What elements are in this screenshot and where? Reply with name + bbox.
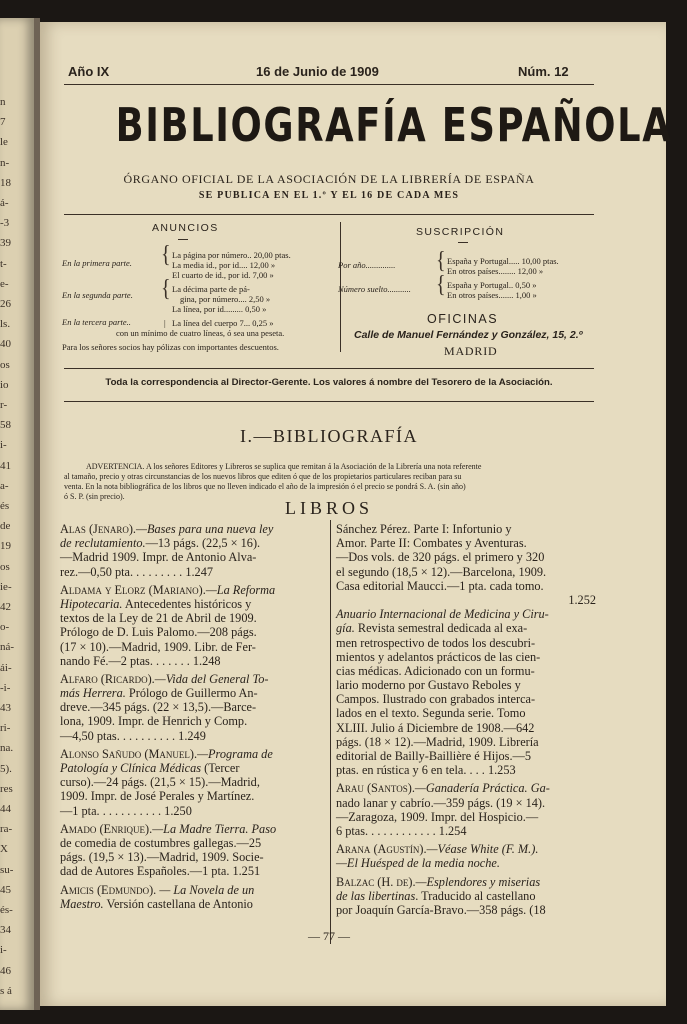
prev-page-fragment: 45 <box>0 883 11 896</box>
entry-author: Amado (Enrique). <box>60 821 153 836</box>
prev-page-fragment: res <box>0 782 13 795</box>
tercera-bar: | <box>164 318 166 328</box>
entry-first-line <box>336 875 598 889</box>
segunda-line-3: La línea, por id......... 0,50 » <box>172 304 267 314</box>
anuncios-heading: ANUNCIOS <box>152 222 219 234</box>
office-address: Calle de Manuel Fernández y González, 15, 2.º <box>354 329 583 341</box>
entry-line: lario moderno por Gustavo Reboles y <box>336 678 521 693</box>
entry-line: Sánchez Pérez. Parte I: Infortunio y <box>336 522 512 536</box>
brace-segunda: { <box>161 275 171 303</box>
entry-line: el segundo (18,5 × 12).—Barcelona, 1909. <box>336 564 547 579</box>
rule-4 <box>64 401 594 402</box>
entry-author: Alfaro (Ricardo). <box>60 671 155 686</box>
entry-line: Patología y Clínica Médicas (Tercer <box>60 761 240 775</box>
brace-ano: { <box>436 247 446 275</box>
prev-page-fragment: su- <box>0 863 14 876</box>
rule-3 <box>64 368 594 369</box>
primera-line-3: El cuarto de id., por id. 7,00 » <box>172 270 274 280</box>
entry-line: de comedia de costumbres gallegas.—25 <box>60 835 262 850</box>
prev-page-fragment: o- <box>0 621 10 634</box>
entry-line: textos de la Ley de 21 de Abril de 1909. <box>60 611 257 626</box>
entry-author: Arau (Santos). <box>336 781 415 796</box>
entry-title: —Véase White (F. M.). <box>426 842 539 857</box>
entry-line-italic: Patología y Clínica Médicas <box>60 761 202 775</box>
entry-first-line <box>60 672 322 686</box>
entry-line-italic: más Herrera. <box>60 686 126 701</box>
prev-page-fragment: és <box>0 500 10 512</box>
prev-page-fragment: le <box>0 136 8 149</box>
entry-line <box>336 856 598 870</box>
prev-page-fragment: os <box>0 560 10 573</box>
issue-date: 16 de Junio de 1909 <box>256 64 379 79</box>
prev-page-fragment: -i- <box>0 681 11 694</box>
advertencia-line-3: venta. En la nota bibliográfica de los libros que no lleven indicado el año de la impresión ó el precio se pondrá S. A. (sin año) <box>64 482 466 491</box>
entry-line: —1 pta. . . . . . . . . . . 1.250 <box>60 803 192 818</box>
prev-page-fragment: ra- <box>0 823 13 836</box>
prev-page-fragment: r- <box>0 399 8 411</box>
prev-page-fragment: io <box>0 378 9 391</box>
prev-page-fragment: n- <box>0 156 10 169</box>
prev-page-fragment: 43 <box>0 702 11 714</box>
prev-page-fragment: n <box>0 96 6 108</box>
prev-page-fragment: X <box>0 843 8 856</box>
anuncios-dash <box>178 239 188 240</box>
entry-line: —Dos vols. de 320 págs. el primero y 320 <box>336 550 545 565</box>
prev-page-fragment: ná- <box>0 641 15 654</box>
right-column <box>336 522 598 917</box>
entry-line-italic: gía. <box>336 621 355 636</box>
oficinas-heading: OFICINAS <box>427 312 499 326</box>
entry-line: men retrospectivo de todos los descubri- <box>336 635 536 650</box>
brace-primera: { <box>161 241 171 269</box>
prev-page-fragment: 19 <box>0 540 11 553</box>
entry-line-italic: de las libertinas <box>336 888 416 903</box>
advertencia-line-1: ADVERTENCIA. A los señores Editores y Libreros se suplica que remitan á la Asociación de la Librería una nota referente <box>86 462 482 471</box>
prev-page-fragment: e- <box>0 277 9 290</box>
section-title: I.—BIBLIOGRAFÍA <box>240 426 418 446</box>
suscripcion-dash <box>458 242 468 243</box>
entry-title: —Vida del General To- <box>154 671 269 686</box>
entry-line: Maestro. Versión castellana de Antonio <box>60 896 253 911</box>
entry-author: Alas (Jenaro). <box>60 522 137 536</box>
prev-page-fragment: ri- <box>0 722 11 735</box>
entry-first-line <box>60 883 322 897</box>
prev-page-fragment: 44 <box>0 803 11 815</box>
entry-line: lona, 1909. Impr. de Henrich y Comp. <box>60 714 248 729</box>
entry-author: Aldama y Elorz (Mariano). <box>60 582 206 597</box>
entry-line: de las libertinas. Traducido al castellano <box>336 888 536 903</box>
entry-line-italic: Anuario Internacional de Medicina y Ciru- <box>336 607 549 622</box>
entry-title: — La Novela de un <box>156 882 255 897</box>
prev-page-fragment: 39 <box>0 237 11 250</box>
entry-line: —Madrid 1909. Impr. de Antonio Alva- <box>60 550 257 565</box>
page-number: — 77 — <box>308 929 350 943</box>
entry-line: dreve.—345 págs. (22 × 13,5).—Barce- <box>60 700 257 715</box>
tercera-line: La línea del cuerpo 7... 0,25 » <box>172 318 274 328</box>
prev-page-fragment: t- <box>0 257 7 270</box>
entry-line: por Joaquín García-Bravo.—358 págs. (18 <box>336 902 546 917</box>
entry-line: XLIII. Julio á Diciembre de 1908.—642 <box>336 720 535 735</box>
prev-page-fragment: de <box>0 520 11 533</box>
entry-line: dad de Autores Españoles.—1 pta. 1.251 <box>60 864 261 879</box>
organo-subtitle: ÓRGANO OFICIAL DE LA ASOCIACIÓN DE LA LIBRERÍA DE ESPAÑA <box>123 172 535 186</box>
prev-page-fragment: 7 <box>0 116 6 129</box>
header-rule-2 <box>64 214 594 215</box>
segunda-line-2: gina, por número.... 2,50 » <box>180 294 271 304</box>
entry-author: Arana (Agustín). <box>336 842 427 857</box>
prev-page-fragment: 18 <box>0 176 11 189</box>
entry-title: —Esplendores y miserias <box>415 874 541 889</box>
segunda-label: En la segunda parte. <box>62 290 133 300</box>
libros-heading: LIBROS <box>284 498 373 518</box>
entry-line: gía. Revista semestral dedicada al exa- <box>336 621 528 636</box>
prev-page-fragment: 58 <box>0 419 11 432</box>
entry-title: —Bases para una nueva ley <box>136 522 274 536</box>
entry-title: —La Madre Tierra. Paso <box>152 821 277 836</box>
entry-title: —Ganadería Práctica. Ga- <box>414 781 550 796</box>
prev-page-fragment: ls. <box>0 318 11 331</box>
publication-frequency: SE PUBLICA EN EL 1.º Y EL 16 DE CADA MES <box>198 190 460 201</box>
entry-line: págs. (19,5 × 13).—Madrid, 1909. Socie- <box>60 850 264 865</box>
numero-suelto-label: Número suelto........... <box>338 284 411 294</box>
prev-page-fragment: 26 <box>0 298 11 310</box>
prev-page-fragment: ái- <box>0 661 12 674</box>
prev-page-fragment: 41 <box>0 459 11 472</box>
entry-line: mientos y adelantos prácticos de las cien- <box>336 649 541 664</box>
entry-line-italic: Maestro. <box>60 896 104 911</box>
entry-line: más Herrera. Prólogo de Guillermo An- <box>60 686 258 701</box>
prev-page-fragment: 34 <box>0 924 11 937</box>
entry-line: curso).—24 págs. (21,5 × 15).—Madrid, <box>60 775 260 790</box>
entry-first-line <box>60 747 322 761</box>
socios-note: Para los señores socios hay pólizas con importantes descuentos. <box>62 342 279 352</box>
issue-number: Núm. 12 <box>518 64 569 79</box>
entry-line: —Zaragoza, 1909. Impr. del Hospicio.— <box>336 809 539 824</box>
suelto-line-2: En otros países....... 1,00 » <box>447 290 537 300</box>
prev-page-fragment: os <box>0 358 10 371</box>
suelto-line-1: España y Portugal.. 0,50 » <box>447 280 537 290</box>
prev-page-fragment: na. <box>0 742 14 755</box>
entry-line: ptas. en rústica y 6 en tela. . . . 1.253 <box>336 763 516 778</box>
segunda-line-1: La décima parte de pá- <box>172 284 250 294</box>
office-city: MADRID <box>444 344 498 358</box>
entry-line-italic: Hipotecaria. <box>60 596 123 611</box>
entry-title: —La Reforma <box>205 582 276 597</box>
prev-page-fragment: és- <box>0 904 13 916</box>
entry-author: Balzac (H. de). <box>336 874 416 889</box>
entry-line: 6 ptas. . . . . . . . . . . . 1.254 <box>336 823 467 838</box>
left-column <box>60 522 322 911</box>
entry-line: 1909. Impr. de José Perales y Martínez. <box>60 789 255 804</box>
masthead-title: BIBLIOGRAFÍA ESPAÑOLA <box>115 98 673 152</box>
entry-line: —4,50 ptas. . . . . . . . . . 1.249 <box>60 728 206 743</box>
entry-title: —Programa de <box>197 746 273 761</box>
tercera-label: En la tercera parte.. <box>62 317 131 327</box>
entry-line: Casa editorial Maucci.—1 pta. cada tomo. <box>336 578 544 593</box>
entry-line: rez.—0,50 pta. . . . . . . . . 1.247 <box>60 564 214 579</box>
entry-line <box>336 607 598 621</box>
prev-page-fragment: 40 <box>0 338 11 351</box>
primera-line-2: La media id., por id.... 12,00 » <box>172 260 276 270</box>
brace-suelto: { <box>436 271 446 299</box>
entry-first-line <box>336 842 598 856</box>
entry-line: (17 × 10).—Madrid, 1909. Libr. de Fer- <box>60 639 256 654</box>
entry-line: cias médicas. Adicionado con un formu- <box>336 663 535 678</box>
primera-label: En la primera parte. <box>62 258 132 268</box>
entry-first-line <box>60 822 322 836</box>
prev-page-fragment: i- <box>0 439 7 452</box>
correspondencia-note: Toda la correspondencia al Director-Gerente. Los valores á nombre del Tesorero de la Asociación. <box>105 377 553 388</box>
journal-page <box>40 22 673 1006</box>
entry-line: editorial de Bailly-Baillière é Hijos.—5 <box>336 749 531 763</box>
entry-number: 1.252 <box>568 592 596 607</box>
prev-page-fragment: a- <box>0 479 9 492</box>
advertencia-line-4: ó S. P. (sin precio). <box>64 492 125 501</box>
entry-author: Alonso Sañudo (Manuel). <box>60 746 198 761</box>
primera-line-1: La página por número.. 20,00 ptas. <box>172 250 291 260</box>
entry-line: de reclutamiento.—13 págs. (22,5 × 16). <box>60 536 261 551</box>
prev-page-fragment: 42 <box>0 601 11 613</box>
suscripcion-heading: SUSCRIPCIÓN <box>416 226 505 238</box>
prev-page-fragment: ie- <box>0 580 12 593</box>
entry-first-line <box>60 583 322 597</box>
prev-page-fragment: á- <box>0 197 9 209</box>
entry-line: Hipotecaria. Antecedentes históricos y <box>60 596 252 611</box>
entry-line: nando Fé.—2 ptas. . . . . . . 1.248 <box>60 653 221 668</box>
entry-first-line <box>336 781 598 795</box>
entry-line: Campos. Ilustrado con grabados interca- <box>336 692 536 707</box>
por-ano-label: Por año.............. <box>338 260 396 270</box>
entry-line: Prólogo de D. Luis Palomo.—208 págs. <box>60 625 257 640</box>
ano-line-1: España y Portugal..... 10,00 ptas. <box>447 256 559 266</box>
entry-line: nado lanar y cabrío.—359 págs. (19 × 14). <box>336 795 546 810</box>
column-rule <box>330 520 331 944</box>
prev-page-fragment: 46 <box>0 964 11 977</box>
entry-line: lados en el texto. Segunda serie. Tomo <box>336 706 526 721</box>
year-label: Año IX <box>68 64 110 79</box>
tercera-note: con un mínimo de cuatro líneas, ó sea una peseta. <box>116 328 285 338</box>
header-rule <box>64 84 594 85</box>
entry-line-italic: de reclutamiento. <box>60 536 146 551</box>
entry-author: Amicis (Edmundo). <box>60 882 157 897</box>
prev-page-fragment: s á <box>0 984 12 997</box>
prev-page-fragment: 5). <box>0 762 12 775</box>
entry-line: págs. (18 × 12).—Madrid, 1909. Librería <box>336 734 539 749</box>
previous-page-edge <box>0 18 34 1010</box>
entry-line-italic: —El Huésped de la media noche. <box>336 856 500 871</box>
entry-first-line <box>60 522 322 536</box>
advertencia-line-2: al tamaño, precio y otras circunstancias de los nuevos libros que editen ó que de los propietarios particulares reciban para su <box>64 472 462 481</box>
entry-line: Amor. Parte II: Combates y Aventuras. <box>336 536 527 551</box>
prev-page-fragment: i- <box>0 944 7 957</box>
advertencia-note <box>64 462 594 502</box>
ano-line-2: En otros países........ 12,00 » <box>447 266 544 276</box>
prev-page-fragment: -3 <box>0 217 10 230</box>
